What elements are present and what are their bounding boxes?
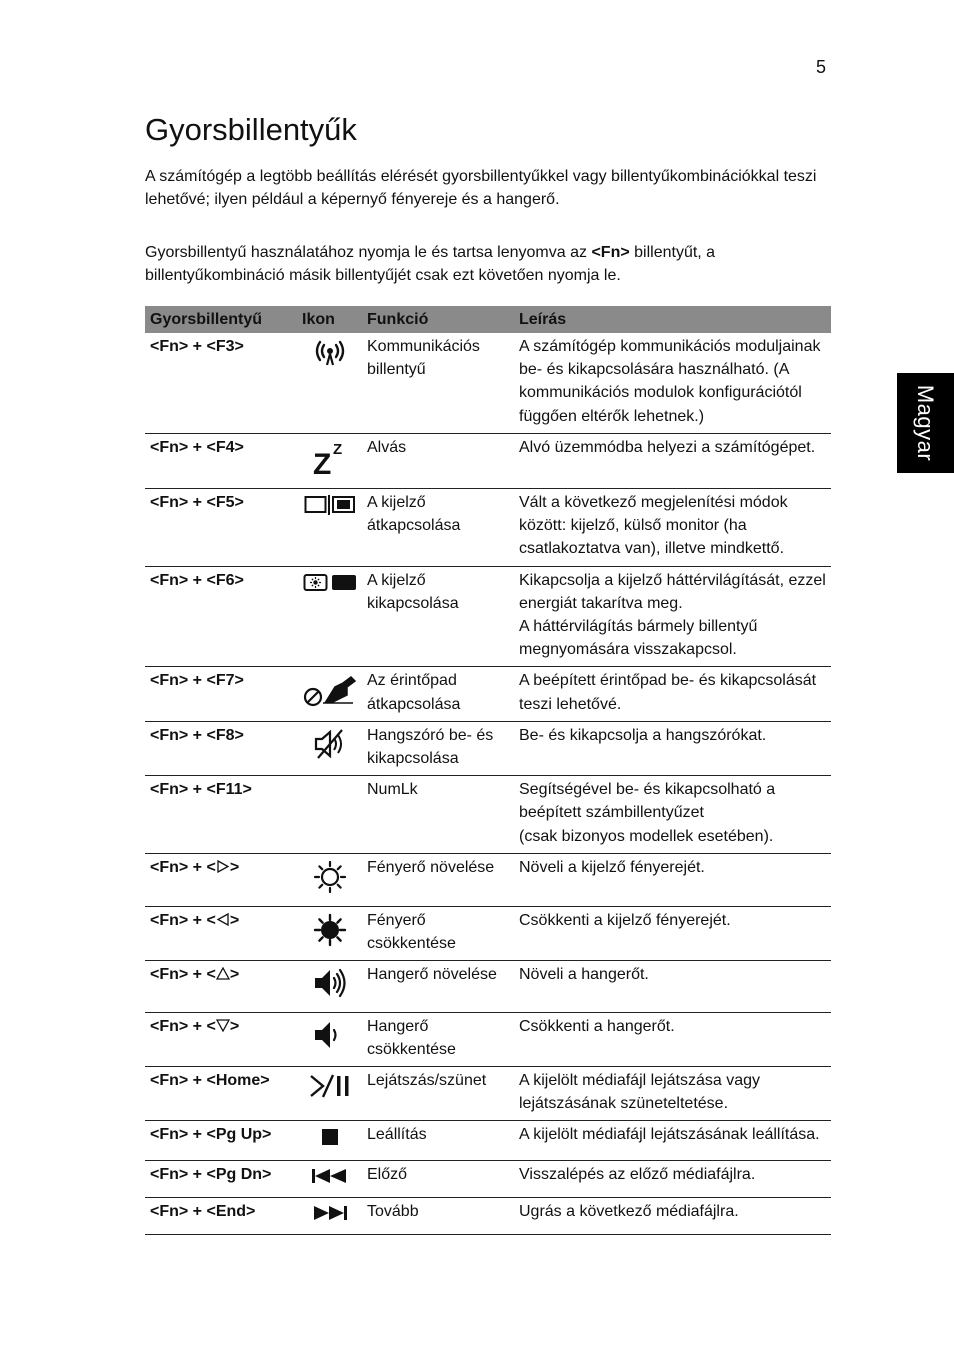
brightness-down-icon [313,934,347,951]
hotkey-cell [145,961,297,1012]
hotkey-cell: <Fn> + <Pg Up> [145,1121,297,1160]
description-line: (csak bizonyos modellek esetében). [519,827,774,845]
hotkey-cell [145,853,297,906]
icon-cell [297,333,362,433]
description-line: Kikapcsolja a kijelző háttérvilágítását, ezzel energiát takarítva meg. [519,571,826,612]
intro-paragraph-2 [145,241,835,287]
down-arrow-icon [216,1018,230,1035]
icon-cell [297,566,362,667]
hotkey-cell: <Fn> + <F3> [145,333,297,433]
hotkey-cell: <Fn> + <Pg Dn> [145,1160,297,1197]
description-cell: A kijelölt médiafájl lejátszásának leállítása. [514,1121,831,1160]
description-cell: Növeli a kijelző fényerejét. [514,853,831,906]
description-cell: Visszalépés az előző médiafájlra. [514,1160,831,1197]
icon-cell [297,853,362,906]
volume-down-icon [312,1038,348,1055]
function-cell: Előző [362,1160,514,1197]
icon-cell [297,667,362,721]
table-row [145,1067,831,1121]
table-row [145,433,831,488]
description-cell: Csökkenti a kijelző fényerejét. [514,907,831,961]
icon-cell [297,961,362,1012]
play-pause-icon [309,1086,351,1103]
description-cell: Alvó üzemmódba helyezi a számítógépet. [514,433,831,488]
hotkey-prefix: <Fn> + < [150,858,216,876]
icon-cell [297,1160,362,1197]
table-row [145,667,831,721]
volume-up-icon [312,986,348,1003]
header-icon: Ikon [297,306,362,333]
description-cell [514,776,831,854]
icon-cell [297,489,362,567]
hotkey-cell: <Fn> + <Home> [145,1067,297,1121]
next-icon [311,1209,349,1226]
description-cell: Be- és kikapcsolja a hangszórókat. [514,721,831,775]
brightness-up-icon [313,881,347,898]
hotkey-prefix: <Fn> + < [150,966,216,984]
function-cell: Leállítás [362,1121,514,1160]
function-cell: A kijelző kikapcsolása [362,566,514,667]
previous-icon [311,1172,349,1189]
header-function: Funkció [362,306,514,333]
description-cell: A számítógép kommunikációs moduljainak be- és kikapcsolására használható. (A kommunikációs modulok konfigurációtól függően eltérők lehetnek.) [514,333,831,433]
intro-2-prefix: Gyorsbillentyű használatához nyomja le és tartsa lenyomva az [145,244,592,261]
function-cell: Lejátszás/szünet [362,1067,514,1121]
hotkey-cell: <Fn> + <F7> [145,667,297,721]
up-arrow-icon [216,966,230,983]
header-description: Leírás [514,306,831,333]
hotkey-cell: <Fn> + <F5> [145,489,297,567]
function-cell: Hangszóró be- és kikapcsolása [362,721,514,775]
table-row [145,566,831,667]
table-row [145,1160,831,1197]
speaker-mute-icon [312,747,348,764]
header-hotkey: Gyorsbillentyű [145,306,297,333]
touchpad-toggle-icon [303,694,357,711]
hotkey-prefix: <Fn> + < [150,912,216,930]
right-arrow-icon [216,859,230,876]
icon-cell [297,433,362,488]
icon-cell [297,1012,362,1066]
function-cell: Az érintőpad átkapcsolása [362,667,514,721]
hotkey-prefix: <Fn> + < [150,1017,216,1035]
function-cell: Fényerő növelése [362,853,514,906]
table-row [145,776,831,854]
description-cell [514,566,831,667]
intro-2-suffix: billentyűt, a billentyűkombináció másik billentyűjét csak ezt követően nyomja le. [145,244,716,284]
description-line: A háttérvilágítás bármely billentyű megnyomására visszakapcsol. [519,618,758,659]
hotkey-suffix: > [229,1017,240,1035]
language-tab-label: Magyar [913,384,939,462]
table-row [145,333,831,433]
icon-cell [297,907,362,961]
hotkey-cell [145,907,297,961]
hotkey-cell: <Fn> + <F11> [145,776,297,854]
description-cell: A beépített érintőpad be- és kikapcsolását teszi lehetővé. [514,667,831,721]
function-cell: Kommunikációs billentyű [362,333,514,433]
description-cell: Csökkenti a hangerőt. [514,1012,831,1066]
svg-text:Z: Z [312,447,331,476]
function-cell: Hangerő csökkentése [362,1012,514,1066]
function-cell: A kijelző átkapcsolása [362,489,514,567]
table-row [145,489,831,567]
hotkey-cell: <Fn> + <F8> [145,721,297,775]
display-switch-icon [304,502,356,519]
wireless-icon [311,354,349,371]
svg-text:Z: Z [332,440,342,458]
table-row [145,961,831,1012]
description-cell: Növeli a hangerőt. [514,961,831,1012]
hotkey-cell: <Fn> + <End> [145,1197,297,1234]
table-row [145,721,831,775]
function-cell: Alvás [362,433,514,488]
table-header-row [145,306,831,333]
table-row [145,907,831,961]
hotkey-suffix: > [229,912,240,930]
hotkey-suffix: > [229,858,240,876]
icon-cell [297,1121,362,1160]
hotkey-table [145,306,831,1235]
hotkey-cell: <Fn> + <F6> [145,566,297,667]
description-cell: Ugrás a következő médiafájlra. [514,1197,831,1234]
description-cell: A kijelölt médiafájl lejátszása vagy lejátszásának szüneteltetése. [514,1067,831,1121]
hotkey-cell [145,1012,297,1066]
icon-cell [297,1197,362,1234]
icon-cell [297,1067,362,1121]
table-row [145,1121,831,1160]
function-cell: Hangerő növelése [362,961,514,1012]
icon-cell [297,776,362,854]
function-cell: Fényerő csökkentése [362,907,514,961]
display-off-icon [303,580,357,597]
description-cell: Vált a következő megjelenítési módok között: kijelző, külső monitor (ha csatlakoztatva van), illetve mindkettő. [514,489,831,567]
hotkey-cell: <Fn> + <F4> [145,433,297,488]
page-number: 5 [816,57,827,77]
sleep-icon [312,440,347,480]
function-cell: Tovább [362,1197,514,1234]
hotkey-suffix: > [229,966,240,984]
left-arrow-icon [216,912,230,929]
table-row [145,1012,831,1066]
function-cell: NumLk [362,776,514,854]
intro-paragraph-1: A számítógép a legtöbb beállítás elérését gyorsbillentyűkkel vagy billentyűkombinációkkal teszi lehetővé; ilyen például a képernyő fényereje és a hangerő. [145,168,817,208]
table-row [145,853,831,906]
icon-cell [297,721,362,775]
page-title: Gyorsbillentyűk [145,112,357,147]
table-row [145,1197,831,1234]
language-side-tab [897,373,954,473]
description-line: Segítségével be- és kikapcsolható a beépített számbillentyűzet [519,781,776,822]
intro-2-key: <Fn> [591,244,630,261]
stop-icon [320,1134,340,1151]
